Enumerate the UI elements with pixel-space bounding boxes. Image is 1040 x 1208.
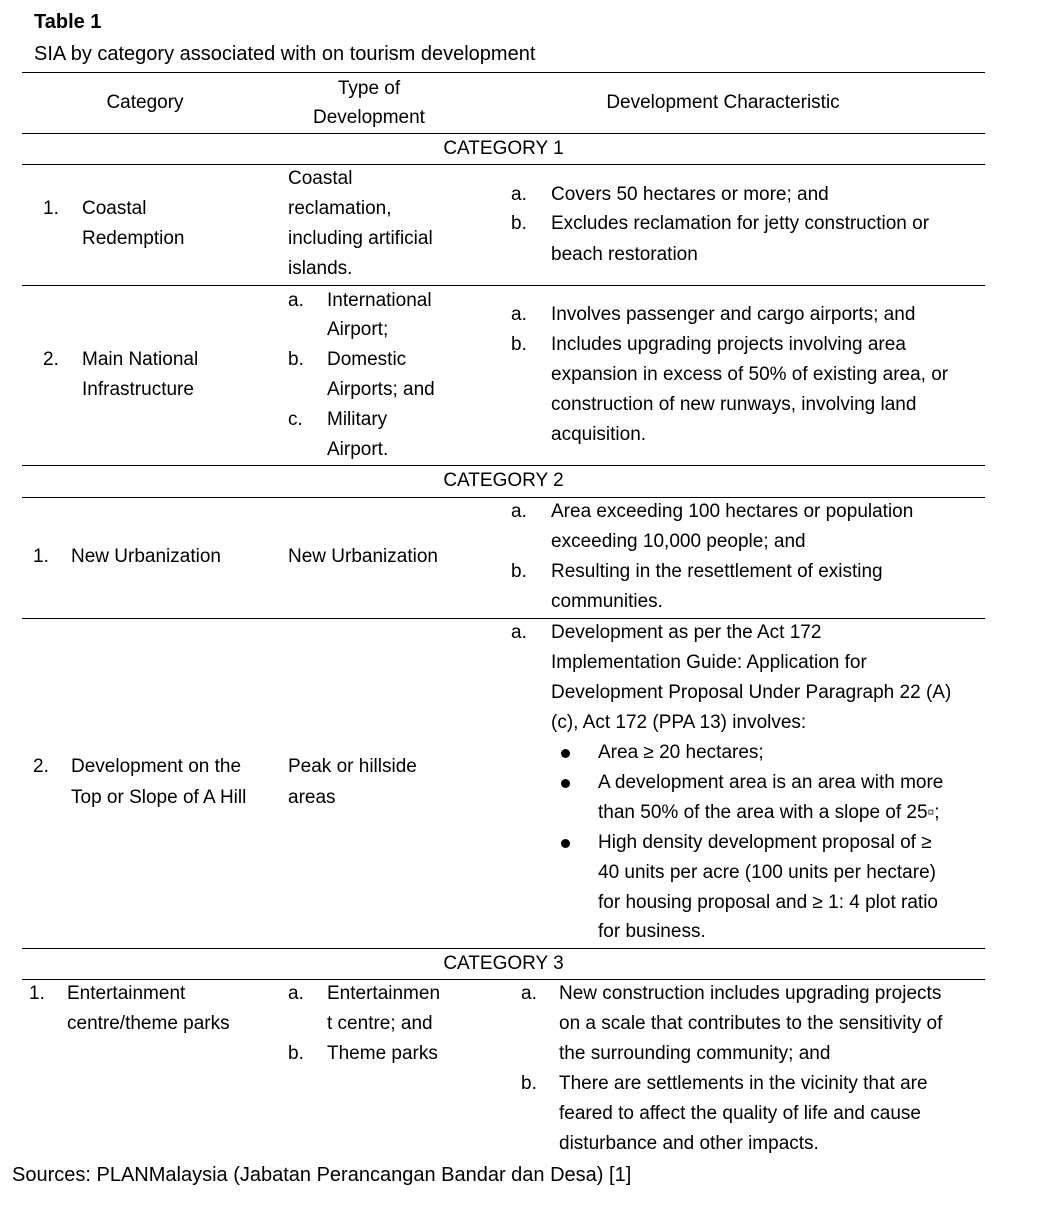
list-marker: b. [288, 349, 304, 370]
characteristic-text: (c), Act 172 (PPA 13) involves: [551, 712, 807, 733]
list-marker: c. [288, 409, 303, 430]
type-cell: Airports; and [327, 379, 435, 400]
bullet-text: for housing proposal and ≥ 1: 4 plot ratio [598, 892, 938, 913]
category-cell: Main National [82, 349, 199, 370]
type-cell: areas [288, 787, 336, 808]
category-3-title: CATEGORY 3 [443, 953, 564, 974]
bullet-icon [561, 749, 570, 758]
row-divider [22, 285, 985, 286]
category-cell: centre/theme parks [67, 1013, 230, 1034]
table-label: Table 1 [34, 11, 102, 33]
table-top-rule [22, 72, 985, 73]
category-cell: Top or Slope of A Hill [71, 787, 247, 808]
header-category: Category [106, 92, 184, 113]
bullet-text: for business. [598, 921, 706, 942]
type-cell: International [327, 290, 432, 311]
characteristic-text: exceeding 10,000 people; and [551, 531, 806, 552]
bullet-text: Area ≥ 20 hectares; [598, 742, 764, 763]
bullet-text: than 50% of the area with a slope of 25▫; [598, 802, 940, 823]
row-number: 1. [29, 983, 45, 1004]
type-cell: t centre; and [327, 1013, 433, 1034]
characteristic-text: There are settlements in the vicinity that are [559, 1073, 928, 1094]
bullet-text: High density development proposal of ≥ [598, 832, 932, 853]
type-cell: Airport. [327, 439, 389, 460]
characteristic-text: Includes upgrading projects involving area [551, 334, 906, 355]
list-marker: b. [521, 1073, 537, 1094]
type-cell: islands. [288, 258, 353, 279]
characteristic-text: expansion in excess of 50% of existing area, or [551, 364, 949, 385]
row-number: 1. [33, 546, 49, 567]
characteristic-text: beach restoration [551, 244, 698, 265]
category-cell: Redemption [82, 228, 185, 249]
characteristic-text: construction of new runways, involving land [551, 394, 917, 415]
type-cell: Airport; [327, 319, 389, 340]
type-cell: Theme parks [327, 1043, 438, 1064]
list-marker: a. [511, 622, 527, 643]
row-divider [22, 618, 985, 619]
row-number: 2. [43, 349, 59, 370]
list-marker: b. [511, 213, 527, 234]
type-cell: Military [327, 409, 388, 430]
row-number: 1. [43, 198, 59, 219]
category-cell: Infrastructure [82, 379, 194, 400]
type-cell: Entertainmen [327, 983, 441, 1004]
table-caption: SIA by category associated with on tourism development [34, 43, 536, 65]
characteristic-text: Resulting in the resettlement of existing [551, 561, 883, 582]
characteristic-text: Covers 50 hectares or more; and [551, 184, 829, 205]
type-cell: Domestic [327, 349, 407, 370]
list-marker: a. [511, 184, 527, 205]
characteristic-text: Development as per the Act 172 [551, 622, 822, 643]
bullet-icon [561, 839, 570, 848]
type-cell: Peak or hillside [288, 756, 417, 777]
type-cell: New Urbanization [288, 546, 438, 567]
characteristic-text: Implementation Guide: Application for [551, 652, 867, 673]
characteristic-text: New construction includes upgrading projects [559, 983, 942, 1004]
source-note: Sources: PLANMalaysia (Jabatan Perancangan Bandar dan Desa) [1] [12, 1164, 632, 1186]
characteristic-text: communities. [551, 591, 663, 612]
list-marker: a. [288, 290, 304, 311]
list-marker: a. [511, 501, 527, 522]
characteristic-text: Area exceeding 100 hectares or population [551, 501, 914, 522]
characteristic-text: Development Proposal Under Paragraph 22 (A) [551, 682, 952, 703]
characteristic-text: on a scale that contributes to the sensitivity of [559, 1013, 943, 1034]
list-marker: a. [288, 983, 304, 1004]
characteristic-text: acquisition. [551, 424, 647, 445]
header-type-line2: Development [313, 107, 425, 128]
bullet-icon [561, 779, 570, 788]
type-cell: including artificial [288, 228, 433, 249]
list-marker: b. [511, 334, 527, 355]
category-cell: Coastal [82, 198, 147, 219]
header-type-line1: Type of [337, 78, 401, 99]
characteristic-text: feared to affect the quality of life and cause [559, 1103, 921, 1124]
row-number: 2. [33, 756, 49, 777]
list-marker: b. [511, 561, 527, 582]
bullet-text: 40 units per acre (100 units per hectare) [598, 862, 936, 883]
header-characteristic: Development Characteristic [606, 92, 840, 113]
list-marker: a. [521, 983, 537, 1004]
list-marker: a. [511, 304, 527, 325]
type-cell: reclamation, [288, 198, 392, 219]
category-cell: Entertainment [67, 983, 186, 1004]
characteristic-text: the surrounding community; and [559, 1043, 831, 1064]
list-marker: b. [288, 1043, 304, 1064]
characteristic-text: Involves passenger and cargo airports; and [551, 304, 916, 325]
characteristic-text: Excludes reclamation for jetty construction or [551, 213, 930, 234]
category-1-rule [22, 164, 985, 165]
category-2-title: CATEGORY 2 [443, 470, 564, 491]
category-cell: Development on the [71, 756, 242, 777]
category-1-title: CATEGORY 1 [443, 138, 564, 159]
characteristic-text: disturbance and other impacts. [559, 1133, 819, 1154]
bullet-text: A development area is an area with more [598, 772, 944, 793]
category-cell: New Urbanization [71, 546, 221, 567]
type-cell: Coastal [288, 168, 353, 189]
